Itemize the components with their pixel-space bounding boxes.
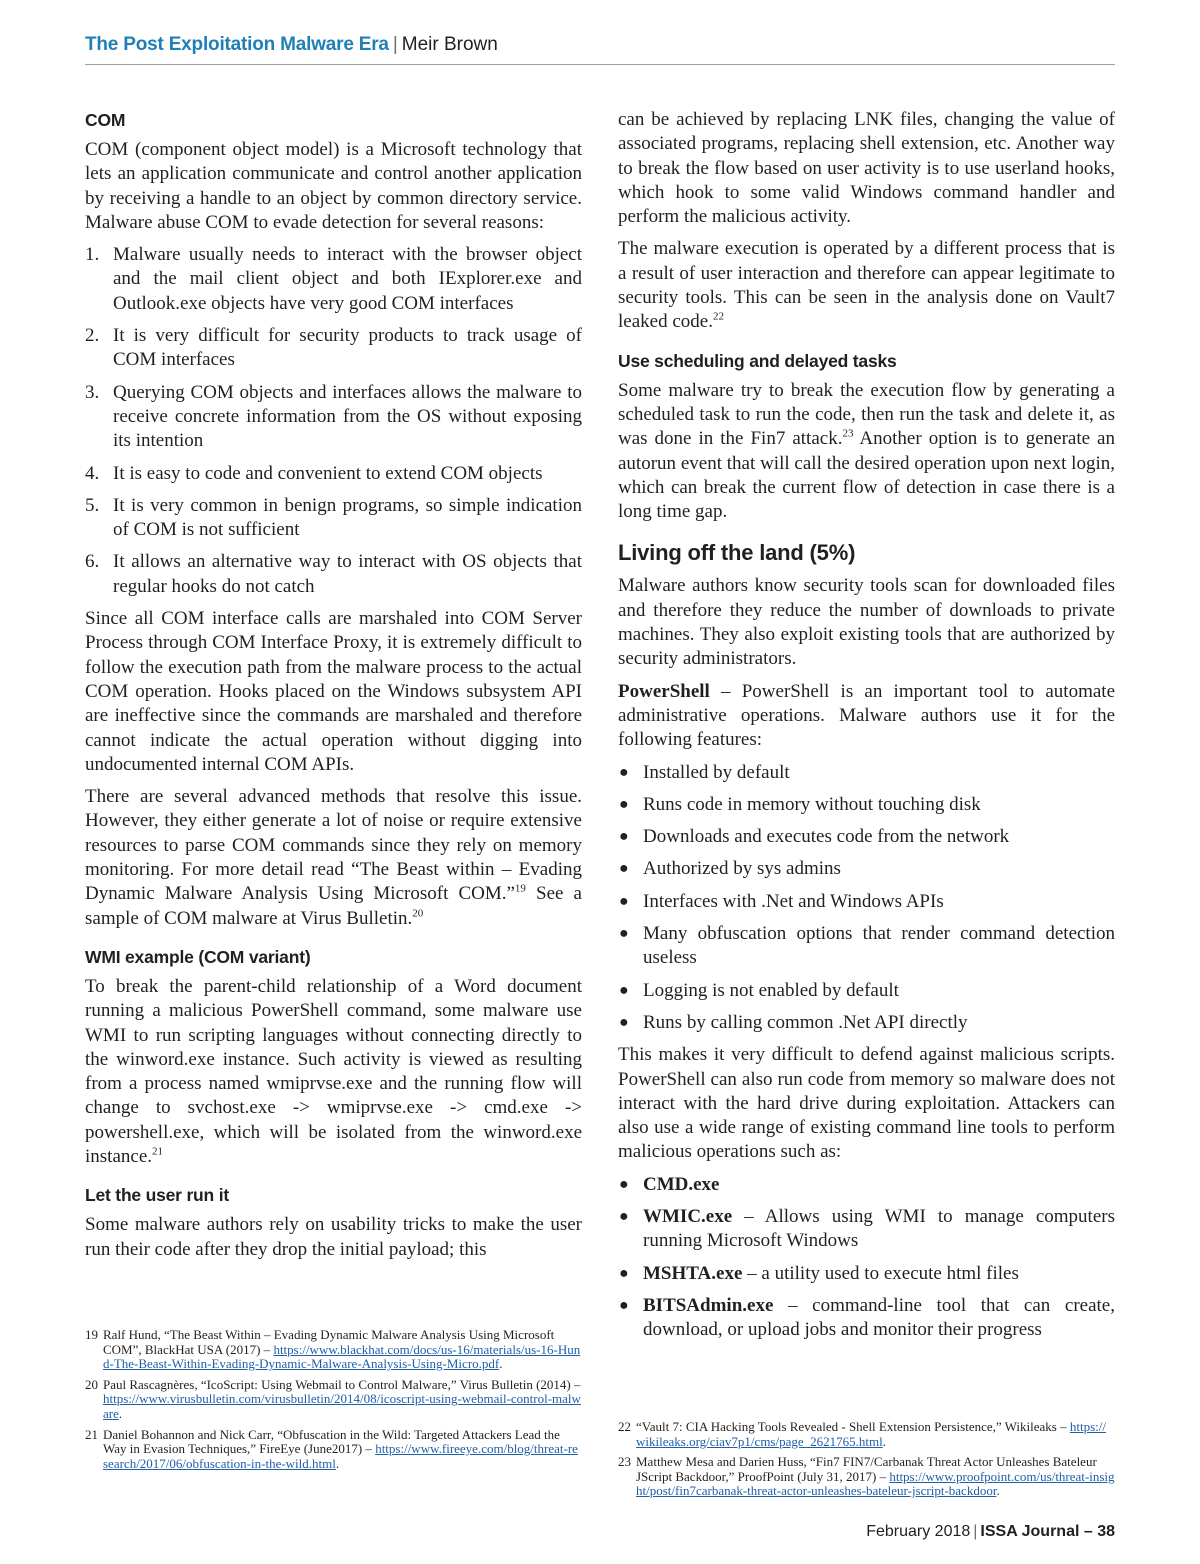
list-item: 6. It allows an alternative way to interact with OS objects that regular hooks do not catch: [85, 551, 582, 597]
list-item: ● Runs code in memory without touching disk: [618, 793, 1115, 817]
footnote: 23 Matthew Mesa and Darien Huss, “Fin7 FIN7/Carbanak Threat Actor Unleashes Bateleur JScript Backdoor,” ProofPoint (July 31, 2017) – https://www.proofpoint.com/us/threat-insight/post/fin7carbanak-threat-actor-unleashes-bateleur-jscript-backdoor.: [618, 1454, 1115, 1499]
difficult-paragraph: This makes it very difficult to defend against malicious scripts. PowerShell can also run code from memory so malware does not interact with the hard drive during exploitation. Attackers can also use a wide range of existing command line tools to perform malicious operations such as:: [618, 1044, 1115, 1163]
list-item: 5. It is very common in benign programs, so simple indication of COM is not sufficient: [85, 494, 582, 541]
bullet-icon: ●: [619, 892, 629, 910]
left-column: [85, 108, 582, 1270]
com-reasons-list: [85, 243, 582, 599]
list-item: ● Interfaces with .Net and Windows APIs: [618, 890, 1115, 914]
right-column: [618, 108, 1115, 1350]
list-item: ● Installed by default: [618, 761, 1115, 785]
footnote-ref[interactable]: 19: [514, 882, 526, 895]
bullet-icon: ●: [619, 828, 629, 846]
bullet-icon: ●: [619, 763, 629, 781]
list-item: ● Downloads and executes code from the network: [618, 825, 1115, 849]
list-item: ● Authorized by sys admins: [618, 857, 1115, 881]
execution-paragraph: The malware execution is operated by a different process that is a result of user interaction and therefore can appear legitimate to security tools. This can be seen in the analysis done on Vault7 leaked code.$^{22}$: [618, 238, 1115, 333]
bullet-icon: ●: [619, 1207, 629, 1225]
list-item: 2. It is very difficult for security products to track usage of COM interfaces: [85, 325, 582, 371]
footnote: 22 “Vault 7: CIA Hacking Tools Revealed - Shell Extension Persistence,” Wikileaks – https://wikileaks.org/ciav7p1/cms/page_2621765.html.: [618, 1419, 1106, 1449]
issue-date: February 2018: [866, 1523, 971, 1540]
footnote-ref[interactable]: 22: [712, 311, 724, 324]
user-run-paragraph: Some malware authors rely on usability tricks to make the user run their code after they drop the initial payload; this: [85, 1214, 582, 1260]
article-title: The Post Exploitation Malware Era: [85, 34, 389, 55]
powershell-paragraph: PowerShell – PowerShell is an important tool to automate administrative operations. Malware authors use it for the following features:: [618, 680, 1115, 751]
continued-paragraph: can be achieved by replacing LNK files, changing the value of associated programs, replacing shell extension, etc. Another way to break the flow based on user activity is to use userland hooks, which hook to some valid Windows command handler and perform the malicious activity.: [618, 109, 1115, 228]
footnote: 21 Daniel Bohannon and Nick Carr, “Obfuscation in the Wild: Targeted Attackers Lead the Way in Evasion Techniques,” FireEye (June2017) – https://www.fireeye.com/blog/threat-research/2017/06/obfuscation-in-the-wild.html.: [85, 1426, 578, 1471]
section-heading-user-run: Let the user run it: [85, 1185, 229, 1206]
methods-paragraph: There are several advanced methods that resolve this issue. However, they either generate a lot of noise or require extensive resources to parse COM commands since they rely on memory monitoring. For more detail read “The Beast within – Evading Dynamic Malware Analysis Using Microsoft COM.”$^{19}$ See a sample of COM malware at Virus Bulletin.$^{20}$: [85, 786, 582, 929]
running-head: [85, 34, 498, 56]
list-item: ● WMIC.exe – Allows using WMI to manage computers running Microsoft Windows: [619, 1205, 1115, 1252]
bullet-icon: ●: [619, 1013, 629, 1031]
page-footer: [866, 1523, 1115, 1541]
marshal-paragraph: Since all COM interface calls are marshaled into COM Server Process through COM Interface Proxy, it is extremely difficult to follow the execution path from the malware process to the actual COM operation. Hooks placed on the Windows subsystem API are ineffective since the commands are marshaled and therefore cannot indicate the actual operation without digging into undocumented internal COM APIs.: [85, 608, 582, 775]
list-item: ● Many obfuscation options that render command detection useless: [619, 923, 1115, 969]
footnote-link[interactable]: https://www.proofpoint.com/us/threat-insight/post/fin7carbanak-threat-actor-unleashes-bateleur-jscript-backdoor: [636, 1468, 1115, 1499]
powershell-term: PowerShell: [618, 680, 710, 702]
footnote: 20 Paul Rascagnères, “IcoScript: Using Webmail to Control Malware,” Virus Bulletin (2014) – https://www.virusbulletin.com/virusbulletin/2014/08/icoscript-using-webmail-control-malware.: [85, 1376, 581, 1421]
bullet-icon: ●: [619, 925, 629, 943]
footnotes-right: [618, 1420, 1115, 1505]
list-item: ● CMD.exe: [618, 1173, 1115, 1197]
living-off-land-paragraph: Malware authors know security tools scan for downloaded files and therefore they reduce the number of downloads to private machines. They also exploit existing tools that are authorized by security administrators.: [618, 575, 1115, 670]
section-heading-com: COM: [85, 110, 126, 130]
section-heading-scheduling: Use scheduling and delayed tasks: [618, 350, 897, 371]
section-heading-wmi: WMI example (COM variant): [85, 946, 311, 967]
footnotes-left: [85, 1328, 582, 1477]
footnote-ref[interactable]: 21: [152, 1145, 164, 1158]
footnote-link[interactable]: https://www.fireeye.com/blog/threat-research/2017/06/obfuscation-in-the-wild.html: [103, 1441, 578, 1471]
bullet-icon: ●: [619, 981, 629, 999]
footnote-link[interactable]: https://www.blackhat.com/docs/us-16/materials/us-16-Hund-The-Beast-Within-Evading-Dynamic-Malware-Analysis-Using-Micro.pdf: [103, 1341, 581, 1372]
article-author: Meir Brown: [401, 34, 498, 55]
bullet-icon: ●: [619, 1175, 629, 1193]
scheduling-paragraph: Some malware try to break the execution flow by generating a scheduled task to run the code, then run the task and delete it, as was done in the Fin7 attack.$^{23}$ Another option is to generate an autorun event that will call the desired operation upon next login, which can break the current flow of detection in case there is a long time gap.: [618, 379, 1115, 523]
bullet-icon: ●: [619, 860, 629, 878]
footer-separator: |: [973, 1523, 978, 1540]
footnote-link[interactable]: https://www.virusbulletin.com/virusbulletin/2014/08/icoscript-using-webmail-control-malware: [103, 1391, 581, 1421]
bullet-icon: ●: [619, 795, 629, 813]
list-item: 1. Malware usually needs to interact with the browser object and the mail client object and both IExplorer.exe and Outlook.exe objects have very good COM interfaces: [85, 244, 582, 314]
footnote-ref[interactable]: 23: [842, 427, 854, 440]
section-heading-living-off-land: Living off the land (5%): [618, 540, 856, 566]
powershell-features-list: [618, 761, 1115, 1036]
list-item: ● Runs by calling common .Net API directly: [618, 1011, 1115, 1035]
com-intro-paragraph: COM (component object model) is a Microsoft technology that lets an application communicate and control another application by receiving a handle to an object by common directory service. Malware abuse COM to evade detection for several reasons:: [85, 139, 582, 233]
list-item: ● MSHTA.exe – a utility used to execute html files: [618, 1262, 1115, 1286]
wmi-paragraph: To break the parent-child relationship of a Word document running a malicious PowerShell command, some malware use WMI to run scripting languages without connecting directly to the winword.exe instance. Such activity is viewed as resulting from a process named wmiprvse.exe and the running flow will change to svchost.exe -> wmiprvse.exe -> cmd.exe -> powershell.exe, which will be isolated from the winword.exe instance.$^{21}$: [85, 975, 582, 1167]
footnote-link[interactable]: https://wikileaks.org/ciav7p1/cms/page_2621765.html: [636, 1419, 1106, 1449]
tools-list: [618, 1173, 1115, 1343]
bullet-icon: ●: [619, 1296, 629, 1314]
list-item: 3. Querying COM objects and interfaces allows the malware to receive concrete information from the OS without exposing its intention: [85, 381, 582, 452]
journal-page: ISSA Journal – 38: [980, 1523, 1115, 1540]
footnote-ref[interactable]: 20: [412, 907, 424, 920]
header-separator: |: [392, 34, 398, 55]
header-rule: [85, 64, 1115, 65]
list-item: ● Logging is not enabled by default: [618, 979, 1115, 1003]
bullet-icon: ●: [619, 1264, 629, 1282]
list-item: ● BITSAdmin.exe – command-line tool that can create, download, or upload jobs and monitor their progress: [619, 1294, 1115, 1341]
list-item: 4. It is easy to code and convenient to extend COM objects: [85, 462, 543, 484]
footnote: 19 Ralf Hund, “The Beast Within – Evading Dynamic Malware Analysis Using Microsoft COM”, BlackHat USA (2017) – https://www.blackhat.com/docs/us-16/materials/us-16-Hund-The-Beast-Within-Evading-Dynamic-Malware-Analysis-Using-Micro.pdf.: [85, 1327, 581, 1372]
